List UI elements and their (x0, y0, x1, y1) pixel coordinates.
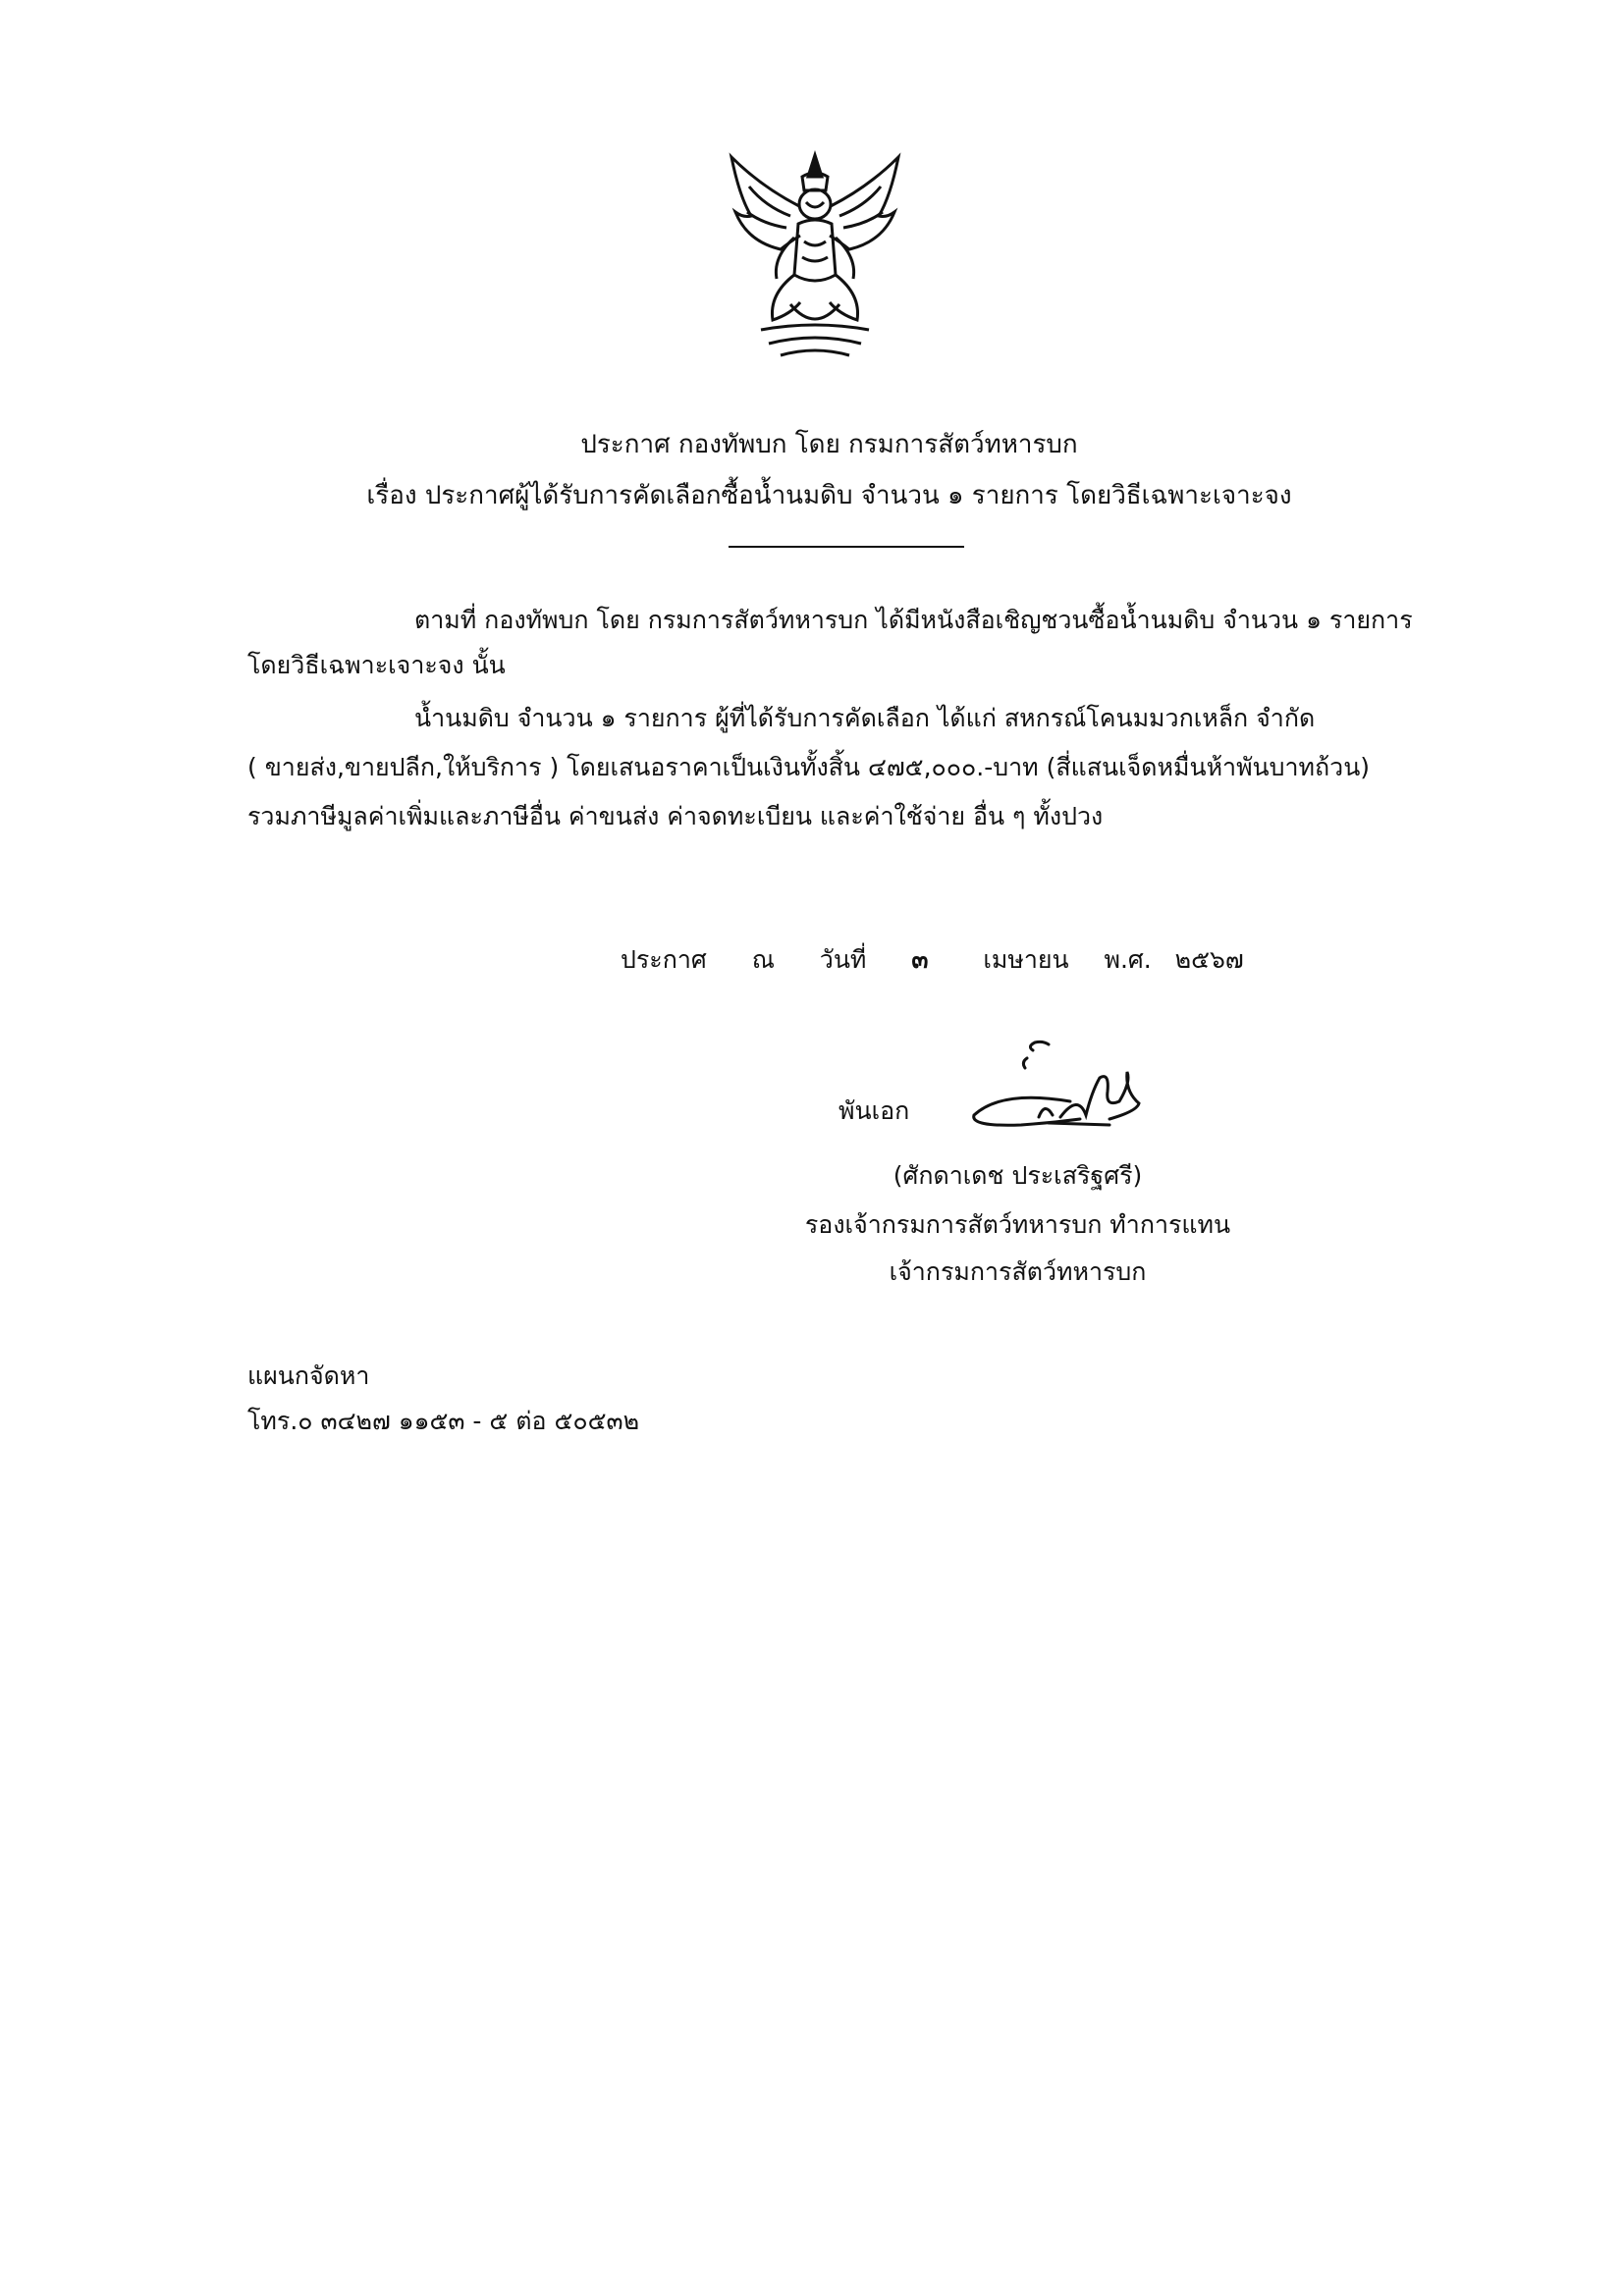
signer-name: (ศักดาเดช ประเสริฐศรี) (893, 1161, 1143, 1190)
date-year-label: พ.ศ. (1104, 945, 1152, 974)
date-month: เมษายน (983, 945, 1069, 974)
signer-position-line-1: รองเจ้ากรมการสัตว์ทหารบก ทำการแทน (804, 1210, 1231, 1239)
contact-phone: โทร.๐ ๓๔๒๗ ๑๑๕๓ - ๕ ต่อ ๕๐๕๓๒ (247, 1407, 640, 1435)
announcement-date (621, 940, 1244, 980)
paragraph-1-line-2: โดยวิธีเฉพาะเจาะจง นั้น (247, 651, 506, 679)
paragraph-1-line-1: ตามที่ กองทัพบก โดย กรมการสัตว์ทหารบก ได้มีหนังสือเชิญชวนซื้อน้ำนมดิบ จำนวน ๑ รายการ (414, 606, 1413, 634)
garuda-emblem-icon (722, 147, 908, 363)
date-at-label: ณ (751, 945, 775, 974)
date-announce-label: ประกาศ (621, 945, 707, 974)
announcement-subject: เรื่อง ประกาศผู้ได้รับการคัดเลือกซื้อน้ำนมดิบ จำนวน ๑ รายการ โดยวิธีเฉพาะเจาะจง (366, 481, 1292, 510)
paragraph-2-line-1: น้ำนมดิบ จำนวน ๑ รายการ ผู้ที่ได้รับการคัดเลือก ได้แก่ สหกรณ์โคนมมวกเหล็ก จำกัด (414, 704, 1316, 732)
date-year: ๒๕๖๗ (1174, 945, 1244, 974)
paragraph-2-line-2: ( ขายส่ง,ขายปลีก,ให้บริการ ) โดยเสนอราคาเป็นเงินทั้งสิ้น ๔๗๕,๐๐๐.-บาท (สี่แสนเจ็ดหมื่นห้าพันบาทถ้วน) (247, 753, 1371, 781)
date-day-label: วันที่ (819, 945, 867, 974)
signer-rank: พันเอก (839, 1096, 910, 1125)
contact-department: แผนกจัดหา (247, 1362, 370, 1390)
paragraph-2-line-3: รวมภาษีมูลค่าเพิ่มและภาษีอื่น ค่าขนส่ง ค่าจดทะเบียน และค่าใช้จ่าย อื่น ๆ ทั้งปวง (247, 802, 1104, 830)
handwritten-signature (962, 1033, 1168, 1141)
date-day: ๓ (911, 945, 929, 974)
signer-position-line-2: เจ้ากรมการสัตว์ทหารบก (889, 1257, 1147, 1286)
announcement-title: ประกาศ กองทัพบก โดย กรมการสัตว์ทหารบก (580, 430, 1078, 459)
title-divider (729, 546, 964, 548)
